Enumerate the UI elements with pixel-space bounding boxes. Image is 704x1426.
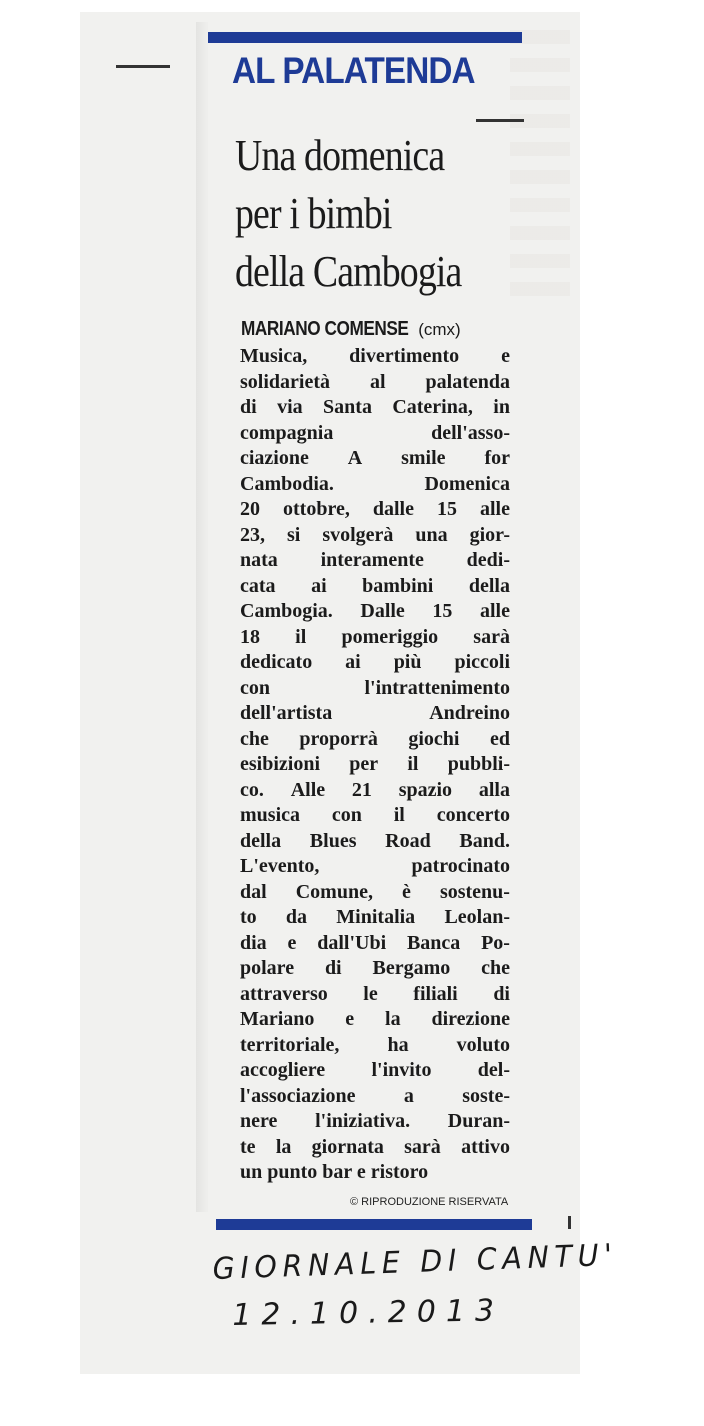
body-line: attraverso le filiali di (240, 982, 510, 1005)
copyright-notice: © RIPRODUZIONE RISERVATA (350, 1196, 509, 1208)
body-line: cata ai bambini della (240, 574, 510, 597)
body-line: Musica, divertimento e (240, 345, 510, 367)
body-line: nere l'iniziativa. Duran- (240, 1110, 510, 1132)
scan-shadow (196, 22, 208, 1212)
body-line: della Blues Road Band. (240, 829, 510, 852)
article-headline (235, 127, 535, 301)
top-blue-rule (208, 32, 522, 43)
body-line: dal Comune, è sostenu- (240, 880, 510, 903)
bottom-blue-rule (216, 1219, 532, 1230)
body-line: musica con il concerto (240, 804, 510, 826)
body-line: polare di Bergamo che (240, 957, 510, 979)
body-line: Cambodia. Domenica (240, 472, 510, 495)
dateline-place: MARIANO COMENSE (241, 318, 409, 340)
body-line: L'evento, patrocinato (240, 855, 510, 877)
body-line: to da Minitalia Leolan- (240, 906, 510, 928)
body-line: ciazione A smile for (240, 447, 510, 469)
body-line: Cambogia. Dalle 15 alle (240, 600, 510, 622)
body-line: l'associazione a soste- (240, 1084, 510, 1107)
handwritten-source: GIORNALE DI CANTU' (212, 1237, 619, 1287)
article-body (240, 344, 510, 1186)
body-line: nata interamente dedi- (240, 549, 510, 571)
body-line: Mariano e la direzione (240, 1008, 510, 1030)
right-tick-mark (568, 1216, 571, 1229)
body-line: dedicato ai più piccoli (240, 651, 510, 673)
left-crop-mark (116, 65, 170, 68)
body-line: co. Alle 21 spazio alla (240, 778, 510, 801)
article-dateline (241, 318, 461, 341)
article-kicker: AL PALATENDA (232, 50, 475, 91)
body-line: solidarietà al palatenda (240, 370, 510, 393)
body-line: di via Santa Caterina, in (240, 396, 510, 418)
body-line: un punto bar e ristoro (240, 1161, 429, 1183)
dateline-author: (cmx) (418, 320, 461, 339)
body-line: 18 il pomeriggio sarà (240, 625, 510, 648)
body-line: che proporrà giochi ed (240, 727, 510, 750)
body-line: dia e dall'Ubi Banca Po- (240, 931, 510, 954)
headline-line: della Cambogia (235, 247, 462, 296)
handwritten-date: 12.10.2013 (232, 1293, 505, 1333)
body-line: dell'artista Andreino (240, 702, 510, 724)
body-line: accogliere l'invito del- (240, 1059, 510, 1081)
right-crop-mark (476, 119, 524, 122)
body-line: compagnia dell'asso- (240, 421, 510, 444)
body-line: 20 ottobre, dalle 15 alle (240, 498, 510, 520)
headline-line: per i bimbi (235, 189, 392, 238)
body-line: te la giornata sarà attivo (240, 1135, 510, 1158)
body-line: 23, si svolgerà una gior- (240, 523, 510, 546)
body-line: con l'intrattenimento (240, 676, 510, 699)
body-line: esibizioni per il pubbli- (240, 753, 510, 775)
headline-line: Una domenica (235, 131, 445, 180)
body-line: territoriale, ha voluto (240, 1033, 510, 1056)
